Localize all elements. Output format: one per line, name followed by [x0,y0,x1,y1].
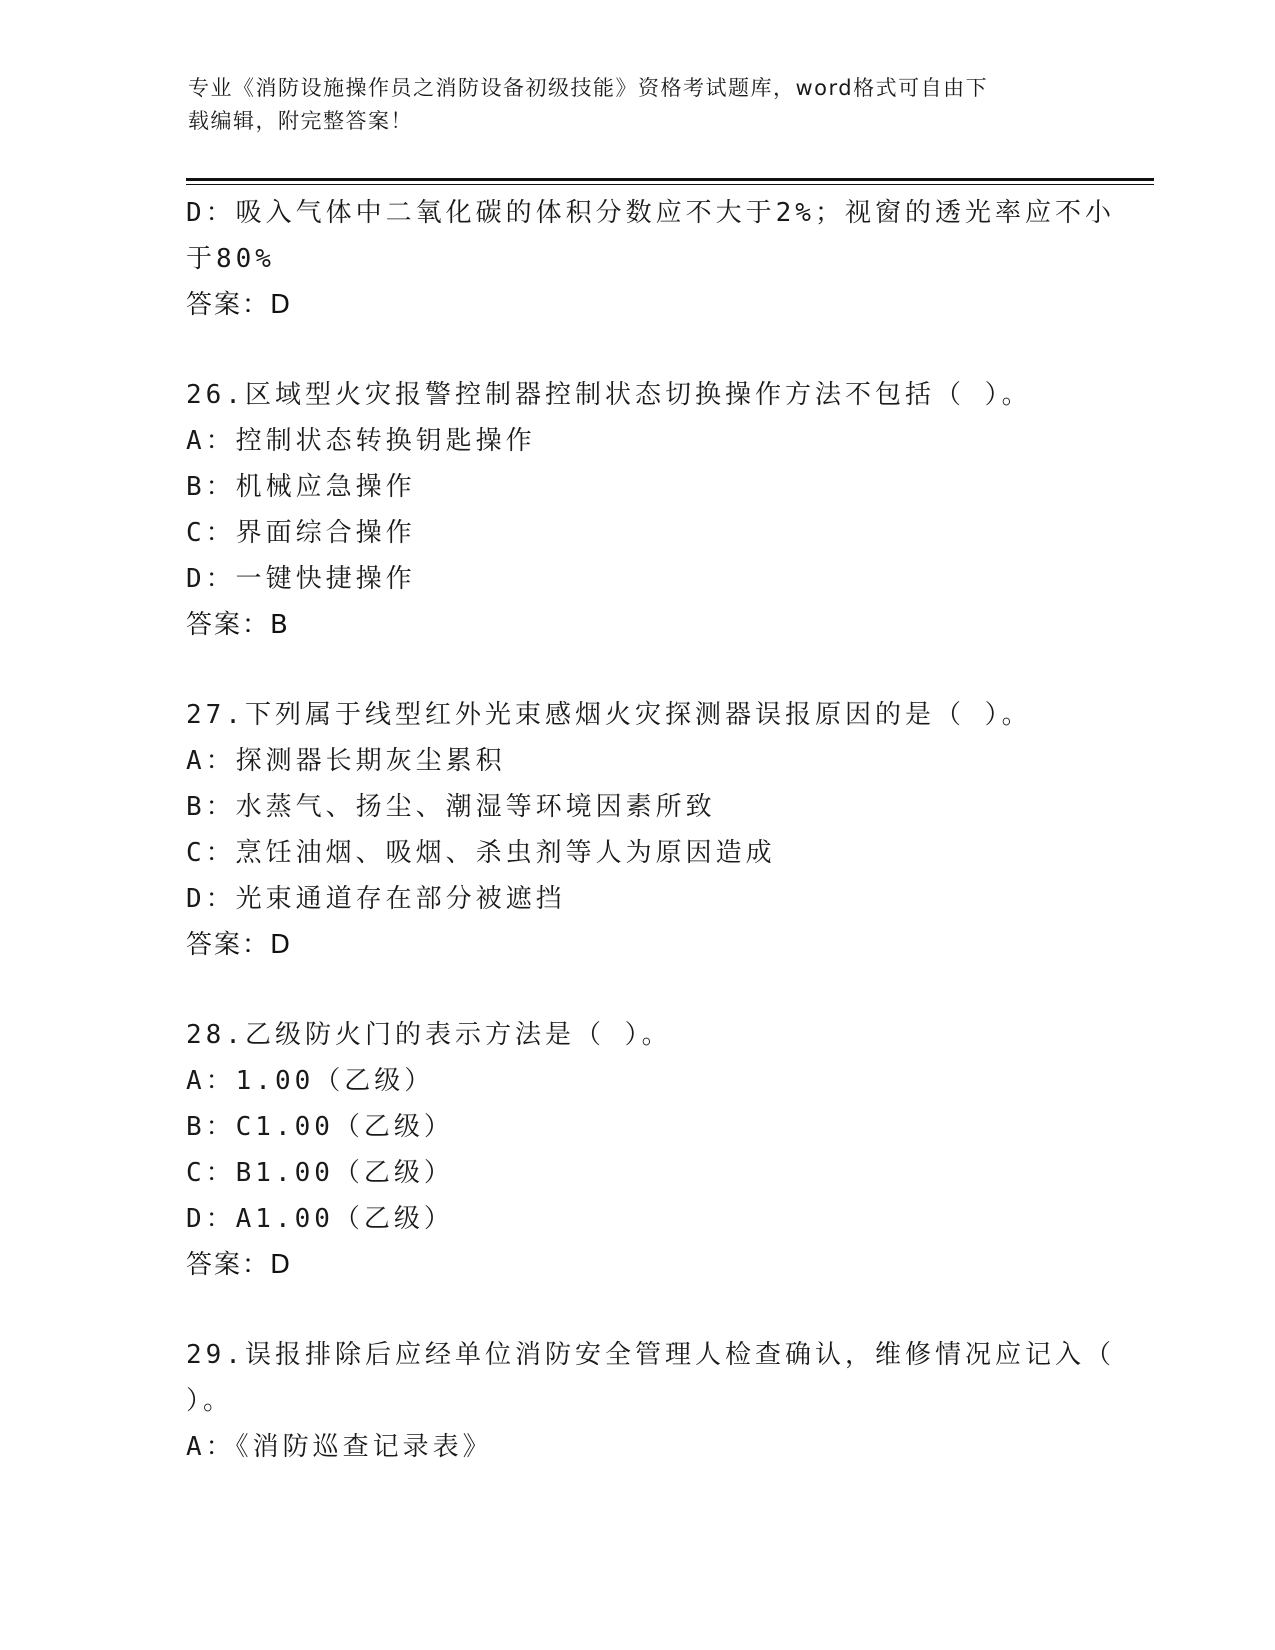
question-29 [186,1332,1115,1470]
spacer [186,1288,1086,1332]
question-26 [186,372,1086,648]
option-d: D：吸入气体中二氧化碳的体积分数应不大于2%；视窗的透光率应不小 [186,198,1115,228]
header-divider-thick [186,178,1154,181]
question-25-tail [186,190,1115,328]
answer: 答案：D [186,930,293,960]
option-a: A：1.00（乙级） [186,1066,435,1096]
option-c: C：B1.00（乙级） [186,1158,454,1188]
spacer [186,648,1086,692]
answer: 答案：B [186,610,290,640]
answer: 答案：D [186,1250,293,1280]
header-divider-thin [186,184,1154,185]
question-text: 27.下列属于线型红外光束感烟火灾探测器误报原因的是（ ）。 [186,700,1032,730]
option-a: A：《消防巡查记录表》 [186,1432,493,1462]
option-a: A：控制状态转换钥匙操作 [186,426,536,456]
option-b: B：机械应急操作 [186,472,416,502]
question-text: 26.区域型火灾报警控制器控制状态切换操作方法不包括（ ）。 [186,380,1032,410]
answer: 答案：D [186,290,293,320]
question-text: 28.乙级防火门的表示方法是（ ）。 [186,1020,672,1050]
question-content [186,190,1115,1470]
option-c: C：烹饪油烟、吸烟、杀虫剂等人为原因造成 [186,838,776,868]
option-d: D：一键快捷操作 [186,564,416,594]
option-d-continued: 于80% [186,244,275,274]
option-d: D：光束通道存在部分被遮挡 [186,884,566,914]
option-b: B：水蒸气、扬尘、潮湿等环境因素所致 [186,792,716,822]
option-c: C：界面综合操作 [186,518,416,548]
option-d: D：A1.00（乙级） [186,1204,454,1234]
spacer [186,968,1086,1012]
header-line-1: 专业《消防设施操作员之消防设备初级技能》资格考试题库，word格式可自由下 [188,76,989,100]
page-header [188,72,1068,138]
question-text: 29.误报排除后应经单位消防安全管理人检查确认，维修情况应记入（ [186,1340,1115,1370]
option-b: B：C1.00（乙级） [186,1112,454,1142]
question-text-continued: ）。 [186,1386,234,1416]
question-27 [186,692,1086,968]
spacer [186,328,1086,372]
option-a: A：探测器长期灰尘累积 [186,746,506,776]
header-line-2: 载编辑，附完整答案！ [188,109,413,133]
question-28 [186,1012,1086,1288]
